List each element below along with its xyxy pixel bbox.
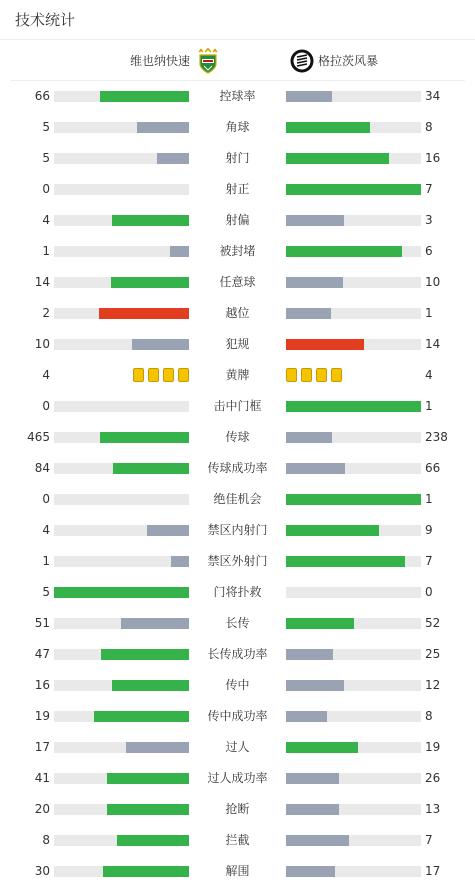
stat-row <box>0 267 475 298</box>
away-stat-bar-fill <box>286 153 389 164</box>
home-stat-bar-track <box>54 91 189 102</box>
home-stat-bar-fill <box>112 680 189 691</box>
away-stat-bar-fill <box>286 618 354 629</box>
away-stat-value: 12 <box>425 678 441 692</box>
home-stat-bar-fill <box>113 463 189 474</box>
away-stat-value: 34 <box>425 89 441 103</box>
home-stat-value: 0 <box>42 492 50 506</box>
home-stat-value: 0 <box>42 399 50 413</box>
home-stat-value: 17 <box>34 740 50 754</box>
stat-row <box>0 298 475 329</box>
away-stat-bar-track <box>286 339 421 350</box>
home-stat-bar-track <box>54 525 189 536</box>
home-stat-bar-track <box>54 618 189 629</box>
away-stat-bar-fill <box>286 91 332 102</box>
sturm-graz-crest-icon <box>290 49 314 73</box>
stat-label: 长传 <box>225 616 250 630</box>
page-title: 技术统计 <box>15 11 76 29</box>
away-stat-bar-track <box>286 432 421 443</box>
away-stat-value: 7 <box>425 833 433 847</box>
away-stat-bar-track <box>286 401 421 412</box>
stat-label: 过人成功率 <box>207 771 268 785</box>
away-stat-bar-fill <box>286 184 421 195</box>
stat-label: 禁区外射门 <box>207 554 268 568</box>
home-stat-bar-track <box>54 866 189 877</box>
away-stat-bar-track <box>286 184 421 195</box>
away-stat-value: 1 <box>425 399 433 413</box>
stat-label: 角球 <box>225 120 250 134</box>
home-stat-bar-fill <box>100 432 189 443</box>
away-stat-bar-track <box>286 680 421 691</box>
stat-row <box>0 453 475 484</box>
away-stat-bar-track <box>286 463 421 474</box>
home-stat-value: 4 <box>42 368 50 382</box>
away-stat-bar-fill <box>286 339 364 350</box>
away-stat-value: 4 <box>425 368 433 382</box>
away-stat-bar-fill <box>286 711 327 722</box>
home-stat-value: 16 <box>34 678 50 692</box>
away-stat-value: 10 <box>425 275 441 289</box>
yellow-card-icon <box>133 368 144 382</box>
stat-label: 射偏 <box>225 213 250 227</box>
home-team[interactable] <box>130 40 220 81</box>
away-stat-bar-track <box>286 153 421 164</box>
away-stat-bar-fill <box>286 649 333 660</box>
away-stat-bar-track <box>286 649 421 660</box>
away-stat-bar-track <box>286 246 421 257</box>
home-stat-bar-fill <box>157 153 189 164</box>
home-stat-bar-track <box>54 742 189 753</box>
home-stat-value: 4 <box>42 213 50 227</box>
stat-row <box>0 794 475 825</box>
away-stat-value: 1 <box>425 492 433 506</box>
away-stat-bar-track <box>286 525 421 536</box>
home-stat-bar-fill <box>170 246 189 257</box>
away-stat-value: 16 <box>425 151 441 165</box>
away-stat-bar-track <box>286 866 421 877</box>
home-stat-bar-fill <box>101 649 189 660</box>
home-yellow-cards <box>133 368 189 382</box>
away-stat-value: 14 <box>425 337 441 351</box>
away-stat-bar-track <box>286 215 421 226</box>
home-stat-value: 2 <box>42 306 50 320</box>
home-stat-bar-fill <box>121 618 189 629</box>
away-stat-bar-fill <box>286 680 344 691</box>
stat-label: 越位 <box>225 306 250 320</box>
yellow-card-icon <box>301 368 312 382</box>
stat-row <box>0 329 475 360</box>
yellow-card-icon <box>316 368 327 382</box>
teams-header <box>10 40 465 81</box>
away-team[interactable] <box>290 40 378 81</box>
stat-label: 黄牌 <box>225 368 250 382</box>
stat-label: 控球率 <box>219 89 256 103</box>
home-stat-bar-fill <box>107 773 189 784</box>
home-stat-value: 66 <box>34 89 50 103</box>
away-stat-bar-fill <box>286 835 349 846</box>
away-stat-value: 13 <box>425 802 441 816</box>
home-stat-bar-fill <box>99 308 189 319</box>
home-stat-value: 0 <box>42 182 50 196</box>
home-stat-value: 19 <box>34 709 50 723</box>
home-stat-bar-track <box>54 587 189 598</box>
home-stat-value: 41 <box>34 771 50 785</box>
away-stat-bar-fill <box>286 401 421 412</box>
away-stat-bar-track <box>286 308 421 319</box>
away-stat-value: 66 <box>425 461 441 475</box>
stat-label: 长传成功率 <box>207 647 268 661</box>
home-stat-value: 14 <box>34 275 50 289</box>
away-stat-value: 19 <box>425 740 441 754</box>
home-stat-bar-track <box>54 649 189 660</box>
stat-label: 绝佳机会 <box>213 492 262 506</box>
away-stat-bar-fill <box>286 742 358 753</box>
page-header <box>0 0 475 40</box>
stat-row <box>0 143 475 174</box>
stat-row <box>0 236 475 267</box>
stat-row <box>0 391 475 422</box>
stat-row <box>0 732 475 763</box>
stat-label: 传球成功率 <box>207 461 268 475</box>
home-stat-bar-track <box>54 556 189 567</box>
yellow-card-icon <box>178 368 189 382</box>
away-stat-bar-fill <box>286 804 339 815</box>
away-stat-bar-fill <box>286 463 345 474</box>
stat-label: 被封堵 <box>219 244 256 258</box>
away-stat-bar-fill <box>286 556 405 567</box>
home-stat-bar-track <box>54 773 189 784</box>
away-stat-bar-track <box>286 556 421 567</box>
home-stat-bar-track <box>54 494 189 505</box>
away-yellow-cards <box>286 368 342 382</box>
home-stat-bar-track <box>54 308 189 319</box>
away-stat-bar-fill <box>286 215 344 226</box>
away-stat-bar-fill <box>286 494 421 505</box>
stat-row <box>0 608 475 639</box>
home-stat-value: 1 <box>42 554 50 568</box>
stat-label: 任意球 <box>219 275 256 289</box>
stat-label: 抢断 <box>225 802 250 816</box>
away-stat-bar-track <box>286 711 421 722</box>
home-stat-bar-track <box>54 184 189 195</box>
away-team-name: 格拉茨风暴 <box>318 54 379 68</box>
stat-row <box>0 515 475 546</box>
away-stat-value: 0 <box>425 585 433 599</box>
stat-row <box>0 81 475 112</box>
away-stat-value: 6 <box>425 244 433 258</box>
home-stat-bar-track <box>54 711 189 722</box>
home-stat-bar-fill <box>117 835 189 846</box>
away-stat-bar-track <box>286 773 421 784</box>
stat-row <box>0 546 475 577</box>
stat-row <box>0 577 475 608</box>
home-stat-value: 1 <box>42 244 50 258</box>
away-stat-bar-track <box>286 618 421 629</box>
stat-label: 禁区内射门 <box>207 523 268 537</box>
home-stat-bar-fill <box>171 556 189 567</box>
away-stat-bar-track <box>286 494 421 505</box>
stat-label: 过人 <box>225 740 250 754</box>
stat-row <box>0 422 475 453</box>
home-stat-bar-fill <box>132 339 189 350</box>
stat-label: 射正 <box>225 182 250 196</box>
home-stat-value: 10 <box>34 337 50 351</box>
home-stat-bar-track <box>54 463 189 474</box>
home-stat-bar-track <box>54 804 189 815</box>
stat-label: 传中 <box>225 678 250 692</box>
stat-label: 击中门框 <box>213 399 262 413</box>
stat-label: 门将扑救 <box>213 585 262 599</box>
yellow-card-icon <box>163 368 174 382</box>
away-stat-bar-track <box>286 587 421 598</box>
home-stat-bar-track <box>54 277 189 288</box>
away-stat-bar-fill <box>286 122 370 133</box>
away-stat-bar-fill <box>286 308 331 319</box>
yellow-card-icon <box>286 368 297 382</box>
stat-label: 拦截 <box>225 833 250 847</box>
away-stat-value: 7 <box>425 182 433 196</box>
away-stat-value: 17 <box>425 864 441 878</box>
home-stat-value: 20 <box>34 802 50 816</box>
stat-row <box>0 484 475 515</box>
home-stat-value: 5 <box>42 151 50 165</box>
away-stat-bar-track <box>286 91 421 102</box>
away-stat-value: 238 <box>425 430 448 444</box>
rapid-wien-crest-icon <box>196 49 220 73</box>
away-stat-value: 3 <box>425 213 433 227</box>
stat-label: 传球 <box>225 430 250 444</box>
stat-row <box>0 639 475 670</box>
away-stat-bar-track <box>286 122 421 133</box>
home-stat-value: 465 <box>27 430 50 444</box>
home-stat-bar-track <box>54 432 189 443</box>
stat-row <box>0 763 475 794</box>
away-stat-value: 8 <box>425 709 433 723</box>
home-stat-bar-track <box>54 680 189 691</box>
home-stat-bar-fill <box>112 215 189 226</box>
home-stat-value: 51 <box>34 616 50 630</box>
yellow-card-icon <box>148 368 159 382</box>
home-stat-bar-fill <box>100 91 189 102</box>
away-stat-value: 7 <box>425 554 433 568</box>
home-stat-value: 8 <box>42 833 50 847</box>
stat-label: 射门 <box>225 151 250 165</box>
away-stat-value: 8 <box>425 120 433 134</box>
away-stat-bar-track <box>286 277 421 288</box>
away-stat-value: 9 <box>425 523 433 537</box>
home-team-name: 维也纳快速 <box>129 54 190 68</box>
away-stat-bar-fill <box>286 277 343 288</box>
away-stat-value: 25 <box>425 647 441 661</box>
away-stat-bar-fill <box>286 773 339 784</box>
home-stat-bar-track <box>54 339 189 350</box>
home-stat-bar-fill <box>103 866 189 877</box>
away-stat-bar-track <box>286 804 421 815</box>
home-stat-bar-fill <box>111 277 189 288</box>
away-stat-bar-fill <box>286 432 332 443</box>
away-stat-bar-fill <box>286 246 402 257</box>
away-stat-bar-track <box>286 835 421 846</box>
home-stat-bar-fill <box>147 525 189 536</box>
home-stat-value: 5 <box>42 585 50 599</box>
home-stat-bar-fill <box>137 122 189 133</box>
home-stat-bar-track <box>54 246 189 257</box>
home-stat-bar-fill <box>54 587 189 598</box>
stat-label: 犯规 <box>225 337 250 351</box>
away-stat-value: 1 <box>425 306 433 320</box>
stat-row <box>0 701 475 732</box>
home-stat-bar-track <box>54 122 189 133</box>
stat-row <box>0 205 475 236</box>
stat-label: 传中成功率 <box>207 709 268 723</box>
home-stat-value: 4 <box>42 523 50 537</box>
home-stat-value: 30 <box>34 864 50 878</box>
away-stat-bar-fill <box>286 866 335 877</box>
home-stat-bar-track <box>54 835 189 846</box>
stat-row <box>0 360 475 391</box>
stat-row <box>0 112 475 143</box>
stat-row <box>0 174 475 205</box>
stat-row <box>0 670 475 701</box>
yellow-card-icon <box>331 368 342 382</box>
home-stat-bar-fill <box>94 711 189 722</box>
stats-list <box>0 81 475 887</box>
stat-row <box>0 856 475 887</box>
home-stat-bar-track <box>54 401 189 412</box>
away-stat-value: 52 <box>425 616 441 630</box>
home-stat-value: 5 <box>42 120 50 134</box>
home-stat-bar-track <box>54 215 189 226</box>
home-stat-bar-track <box>54 153 189 164</box>
away-stat-value: 26 <box>425 771 441 785</box>
home-stat-bar-fill <box>126 742 189 753</box>
home-stat-value: 84 <box>34 461 50 475</box>
away-stat-bar-fill <box>286 525 379 536</box>
away-stat-bar-track <box>286 742 421 753</box>
stat-row <box>0 825 475 856</box>
home-stat-bar-fill <box>107 804 189 815</box>
home-stat-value: 47 <box>34 647 50 661</box>
stat-label: 解围 <box>225 864 250 878</box>
